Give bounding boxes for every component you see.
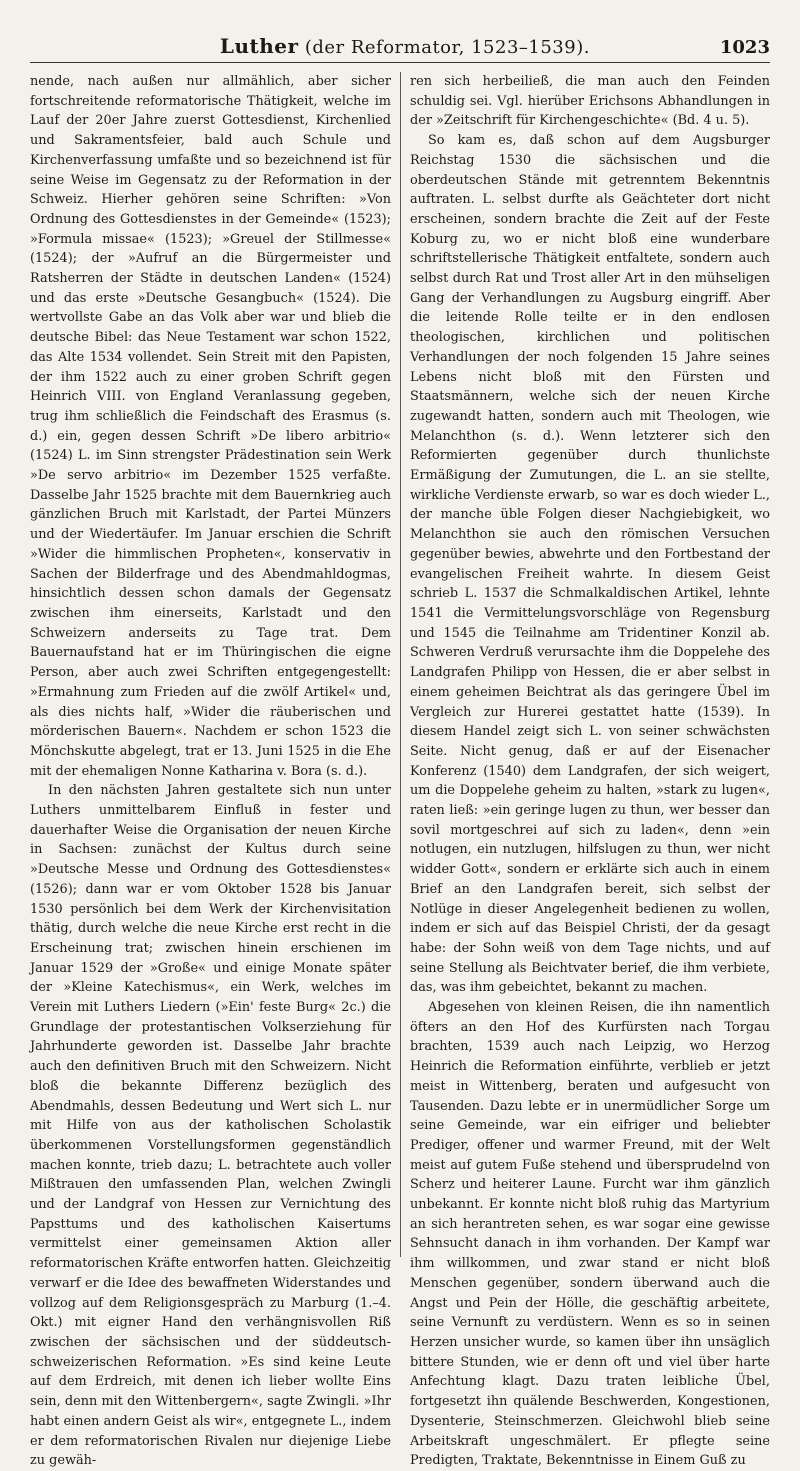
text-columns xyxy=(30,72,770,1469)
left-paragraph-2: In den nächsten Jahren gestaltete sich nun unter Luthers unmittelbarem Einfluß in fester und dauerhafter Weise die Organisation der neuen Kirche in Sachsen: zunächst der Kultus durch seine »Deutsche Messe und Ordnung des Gottesdienstes« (1526); dann war er vom Oktober 1528 bis Januar 1530 persönlich bei dem Werk der Kirchenvisitation thätig, durch welche die neue Kirche erst recht in die Erscheinung trat; zwischen hinein erschienen im Januar 1529 der »Große« und einige Monate später der »Kleine Katechismus«, ein Werk, welches im Verein mit Luthers Liedern (»Ein' feste Burg« 2c.) die Grundlage der protestantischen Volkserziehung für Jahrhunderte geworden ist. Dasselbe Jahr brachte auch den definitiven Bruch mit den Schweizern. Nicht bloß die bekannte Differenz bezüglich des Abendmahls, dessen Bedeutung und Wert sich L. nur mit Hilfe von aus der katholischen Scholastik überkommenen Vorstellungsformen gegenständlich machen konnte, trieb dazu; L. betrachtete auch voller Mißtrauen den umfassenden Plan, welchen Zwingli und der Landgraf von Hessen zur Vernichtung des Papsttums und des katholischen Kaisertums vermittelst einer gemeinsamen Aktion aller reformatorischen Kräfte entworfen hatten. Gleichzeitig verwarf er die Idee des bewaffneten Widerstandes und vollzog auf dem Religionsgespräch zu Marburg (1.–4. Okt.) mit eigner Hand den verhängnisvollen Riß zwischen der sächsischen und der süddeutsch-schweizerischen Reformation. »Es sind keine Leute auf dem Erdreich, mit denen ich lieber wollte Eins sein, denn mit den Wittenbergern«, sagte Zwingli. »Ihr habt einen andern Geist als wir«, entgegnete L., indem er dem reformatorischen Rivalen nur diejenige Liebe zu gewäh- xyxy=(30,783,391,1469)
right-column xyxy=(400,72,770,1469)
right-paragraph-2: So kam es, daß schon auf dem Augsburger Reichstag 1530 die sächsischen und die oberdeutschen Stände mit getrenntem Bekenntnis auftraten. L. selbst durfte als Geächteter dort nicht erscheinen, sondern brachte die Zeit auf der Feste Koburg zu, wo er nicht bloß eine wunderbare schriftstellerische Thätigkeit entfaltete, sondern auch selbst durch Rat und Trost aller Art in den mühseligen Gang der Verhandlungen zu Augsburg eingriff. Aber die leitende Rolle teilte er in den endlosen theologischen, kirchlichen und politischen Verhandlungen der noch folgenden 15 Jahre seines Lebens nicht bloß mit den Fürsten und Staatsmännern, welche sich der neuen Kirche zugewandt hatten, sondern auch mit Theologen, wie Melanchthon (s. d.). Wenn letzterer sich den Reformierten gegenüber durch thunlichste Ermäßigung der Zumutungen, die L. an sie stellte, wirkliche Verdienste erwarb, so war es doch wieder L., der manche üble Folgen dieser Nachgiebigkeit, wo Melanchthon sie auch den römischen Versuchen gegenüber bewies, abwehrte und den Fortbestand der evangelischen Freiheit wahrte. In diesem Geist schrieb L. 1537 die Schmalkaldischen Artikel, lehnte 1541 die Vermittelungsvorschläge von Regensburg und 1545 die Teilnahme am Tridentiner Konzil ab. Schweren Verdruß verursachte ihm die Doppelehe des Landgrafen Philipp von Hessen, die er aber selbst in einem geheimen Beichtrat als das geringere Übel im Vergleich zur Hurerei gestattet hatte (1539). In diesem Handel zeigt sich L. von seiner schwächsten Seite. Nicht genug, daß er auf der Eisenacher Konferenz (1540) dem Landgrafen, der sich weigert, um die Doppelehe geheim zu halten, »stark zu lugen«, raten ließ: »ein geringe lugen zu thun, wer besser dan sovil mortgeschrei auf sich zu laden«, denn »ein notlugen, ein nutzlugen, hilfslugen zu thun, wer nicht widder Gott«, sondern er erklärte sich auch in einem Brief an den Landgrafen bereit, sich selbst der Notlüge in dieser Angelegenheit bedienen zu wollen, indem er sich auf das Beispiel Christi, der da gesagt habe: der Sohn weiß von dem Tage nichts, und auf seine Stellung als Beichtvater berief, die ihm verbiete, das, was ihm gebeichtet, bekannt zu machen. xyxy=(410,133,770,996)
header-rule xyxy=(30,62,770,63)
left-paragraph-1: nende, nach außen nur allmählich, aber sicher fortschreitende reformatorische Thätigkeit, welche im Lauf der 20er Jahre zuerst Gottesdienst, Kirchenlied und Sakramentsfeier, bald auch Schule und Kirchenverfassung umfaßte und so bezeichnend ist für seine Weise im Gegensatz zu der Reformation in der Schweiz. Hierher gehören seine Schriften: »Von Ordnung des Gottesdienstes in der Gemeinde« (1523); »Formula missae« (1523); »Greuel der Stillmesse« (1524); der »Aufruf an die Bürgermeister und Ratsherren der Städte in deutschen Landen« (1524) und das erste »Deutsche Gesangbuch« (1524). Die wertvollste Gabe an das Volk aber war und blieb die deutsche Bibel: das Neue Testament war schon 1522, das Alte 1534 vollendet. Sein Streit mit den Papisten, der ihm 1522 auch zu einer groben Schrift gegen Heinrich VIII. von England Veranlassung gegeben, trug ihm schließlich die Feindschaft des Erasmus (s. d.) ein, gegen dessen Schrift »De libero arbitrio« (1524) L. im Sinn strengster Prädestination sein Werk »De servo arbitrio« im Dezember 1525 verfaßte. Dasselbe Jahr 1525 brachte mit dem Bauernkrieg auch gänzlichen Bruch mit Karlstadt, der Partei Münzers und der Wiedertäufer. Im Januar erschien die Schrift »Wider die himmlischen Propheten«, konservativ in Sachen der Bilderfrage und des Abendmahldogmas, hinsichtlich dessen schon damals der Gegensatz zwischen ihm einerseits, Karlstadt und den Schweizern anderseits zu Tage trat. Dem Bauernaufstand hat er im Thüringischen die eigne Person, aber auch zwei Schriften entgegengestellt: »Ermahnung zum Frieden auf die zwölf Artikel« und, als dies nichts half, »Wider die räuberischen und mörderischen Bauern«. Nachdem er schon 1523 die Mönchskutte abgelegt, trat er 13. Juni 1525 in die Ehe mit der ehemaligen Nonne Katharina v. Bora (s. d.). xyxy=(30,74,391,779)
left-column xyxy=(30,72,400,1469)
running-header xyxy=(30,30,770,58)
running-title xyxy=(220,34,590,58)
running-title-rest: (der Reformator, 1523–1539). xyxy=(304,37,590,58)
running-title-word: Luther xyxy=(219,34,299,58)
right-paragraph-3: Abgesehen von kleinen Reisen, die ihn namentlich öfters an den Hof des Kurfürsten nach Torgau brachten, 1539 auch nach Leipzig, wo Herzog Heinrich die Reformation einführte, verblieb er jetzt meist in Wittenberg, beraten und aufgesucht von Tausenden. Dazu lebte er in unermüdlicher Sorge um seine Gemeinde, war ein eifriger und beliebter Prediger, offener und warmer Freund, mit der Welt meist auf gutem Fuße stehend und übersprudelnd von Scherz und heiterer Laune. Furcht war ihm gänzlich unbekannt. Er konnte nicht bloß ruhig das Martyrium an sich herantreten sehen, es war sogar eine gewisse Sehnsucht danach in ihm vorhanden. Der Kampf war ihm willkommen, und zwar stand er nicht bloß Menschen gegenüber, sondern überwand auch die Angst und Pein der Hölle, die geschäftig arbeitete, seine Vernunft zu verdüstern. Wenn es so in seinen Herzen unsicher wurde, so kamen über ihn unsäglich bittere Stunden, wie er denn oft und viel über harte Anfechtung klagt. Dazu traten leibliche Übel, fortgesetzt ihn quälende Beschwerden, Kongestionen, Dysenterie, Steinschmerzen. Gleichwohl blieb seine Arbeitskraft ungeschmälert. Er pflegte seine Predigten, Traktate, Bekenntnisse in Einem Guß zu xyxy=(410,1000,770,1469)
right-paragraph-1: ren sich herbeiließ, die man auch den Feinden schuldig sei. Vgl. hierüber Erichsons Abhandlungen in der »Zeitschrift für Kirchengeschichte« (Bd. 4 u. 5). xyxy=(410,74,770,129)
page-number: 1023 xyxy=(719,37,770,58)
